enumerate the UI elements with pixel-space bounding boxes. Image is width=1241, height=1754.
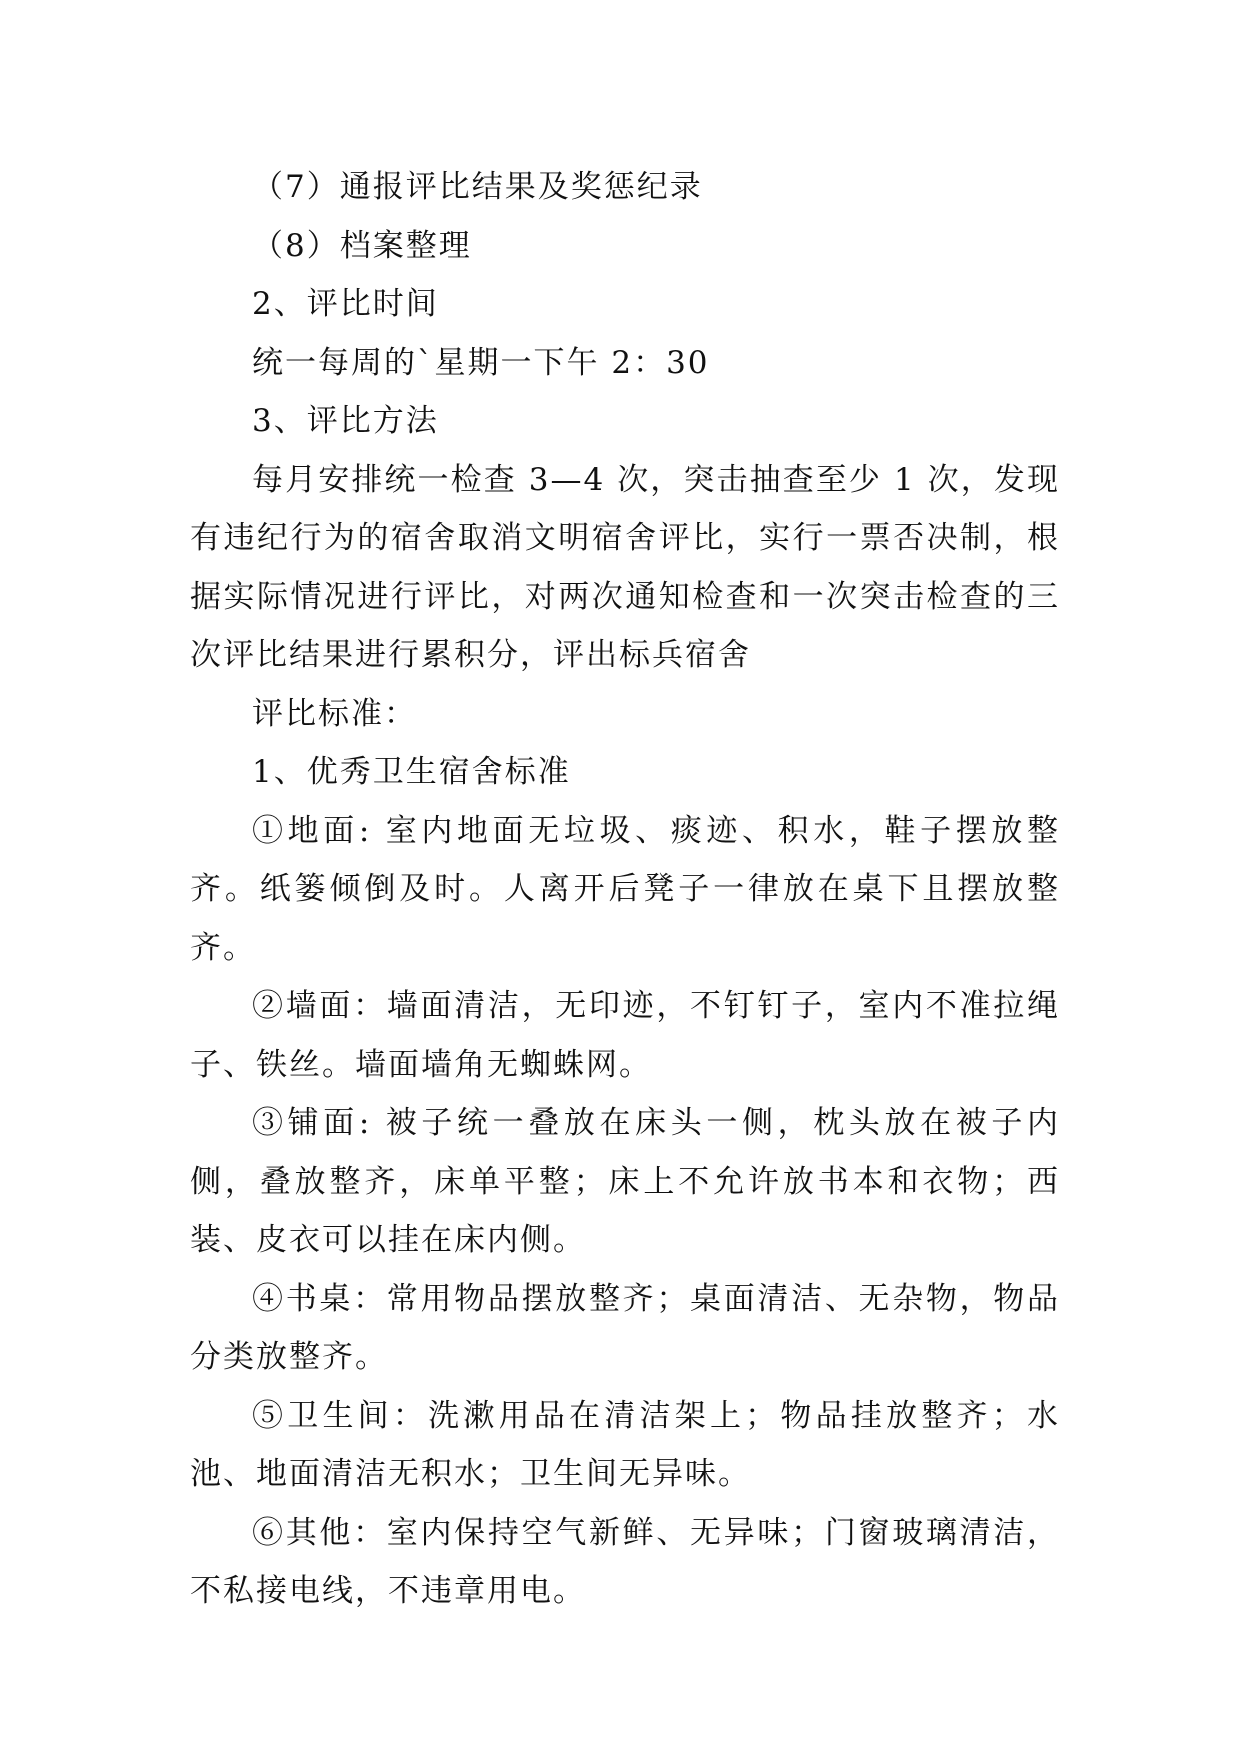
paragraph-item-8: （8）档案整理 <box>252 227 472 264</box>
section-heading-evaluation-time: 2、评比时间 <box>252 286 439 322</box>
standard-other: ⑥其他：室内保持空气新鲜、无异味；门窗玻璃清洁，不私接电线，不违章用电。 <box>190 1514 1060 1609</box>
document-body <box>190 158 1060 1621</box>
standard-floor: ①地面: 室内地面无垃圾、痰迹、积水，鞋子摆放整齐。纸篓倾倒及时。人离开后凳子一律放在桌下且摆放整齐。 <box>190 812 1060 966</box>
standard-desk: ④书桌：常用物品摆放整齐；桌面清洁、无杂物，物品分类放整齐。 <box>190 1280 1060 1375</box>
standard-bathroom: ⑤卫生间：洗漱用品在清洁架上；物品挂放整齐；水池、地面清洁无积水；卫生间无异味。 <box>190 1397 1060 1492</box>
evaluation-standard-heading: 评比标准： <box>252 695 417 732</box>
evaluation-time-text: 统一每周的`星期一下午 2：30 <box>252 344 710 381</box>
evaluation-method-text: 每月安排统一检查 3—4 次，突击抽查至少 1 次，发现有违纪行为的宿舍取消文明宿舍评比，实行一票否决制，根据实际情况进行评比，对两次通知检查和一次突击检查的三次评比结果进行累积分，评出标兵宿舍 <box>190 461 1060 673</box>
excellent-dorm-standard-heading: 1、优秀卫生宿舍标准 <box>252 754 571 790</box>
paragraph-item-7: （7）通报评比结果及奖惩纪录 <box>252 169 703 205</box>
standard-wall: ②墙面：墙面清洁，无印迹，不钉钉子，室内不准拉绳子、铁丝。墙面墙角无蜘蛛网。 <box>190 988 1060 1083</box>
standard-bed: ③铺面: 被子统一叠放在床头一侧，枕头放在被子内侧，叠放整齐，床单平整；床上不允许放书本和衣物；西装、皮衣可以挂在床内侧。 <box>190 1105 1060 1258</box>
section-heading-evaluation-method: 3、评比方法 <box>252 403 439 439</box>
